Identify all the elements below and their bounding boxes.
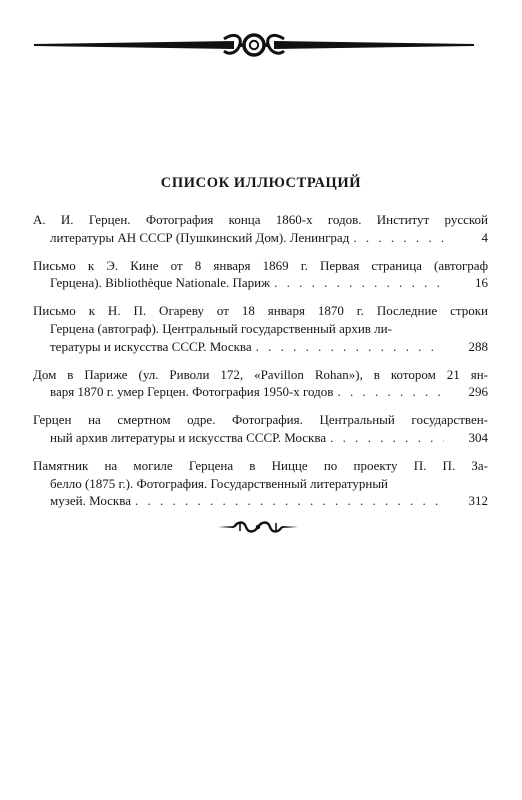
entry-line: Дом в Париже (ул. Риволи 172, «Pavillon Rohan»), в котором 21 ян- [33, 366, 488, 382]
page-number: 304 [468, 429, 488, 445]
dot-leader [135, 492, 444, 510]
entry-line: А. И. Герцен. Фотография конца 1860-х годов. Институт русской [33, 212, 488, 227]
entry-line: варя 1870 г. умер Герцен. Фотография 1950-х годов [50, 384, 334, 400]
list-item [33, 257, 488, 292]
dot-leader [274, 274, 444, 292]
page-number: 296 [468, 384, 488, 400]
page-title: СПИСОК ИЛЛЮСТРАЦИЙ [160, 175, 362, 191]
entry-line: Герцена). Bibliothèque Nationale. Париж [50, 275, 271, 291]
page-number: 288 [468, 338, 488, 354]
list-item [33, 302, 488, 355]
top-ornament [34, 30, 474, 60]
page-number: 16 [475, 275, 488, 291]
entry-line: музей. Москва [50, 493, 131, 509]
list-item [33, 211, 488, 246]
entry-line: Герцен на смертном одре. Фотография. Центральный государствен- [33, 412, 488, 428]
entry-line: белло (1875 г.). Фотография. Государственный литературный [50, 475, 389, 491]
entry-line: Письмо к Э. Кине от 8 января 1869 г. Первая страница (автограф [33, 257, 488, 273]
entry-line: литературы АН СССР (Пушкинский Дом). Ленинград [50, 229, 350, 245]
page-number: 4 [481, 229, 488, 245]
page-number: 312 [468, 493, 488, 509]
dot-leader [256, 338, 444, 356]
dot-leader [330, 429, 444, 447]
dot-leader [337, 383, 444, 401]
entry-line: Памятник на могиле Герцена в Ницце по проекту П. П. За- [33, 458, 488, 474]
entry-line: ный архив литературы и искусства СССР. Москва [50, 429, 327, 445]
list-item [33, 457, 488, 510]
list-item [33, 366, 488, 401]
entry-line: Герцена (автограф). Центральный государственный архив ли- [50, 320, 392, 336]
list-item [33, 411, 488, 446]
illustrations-list [33, 211, 488, 520]
bottom-ornament [218, 518, 298, 536]
entry-line: тературы и искусства СССР. Москва [50, 338, 252, 354]
dot-leader [353, 229, 444, 247]
entry-line: Письмо к Н. П. Огареву от 18 января 1870 г. Последние строки [33, 303, 488, 319]
